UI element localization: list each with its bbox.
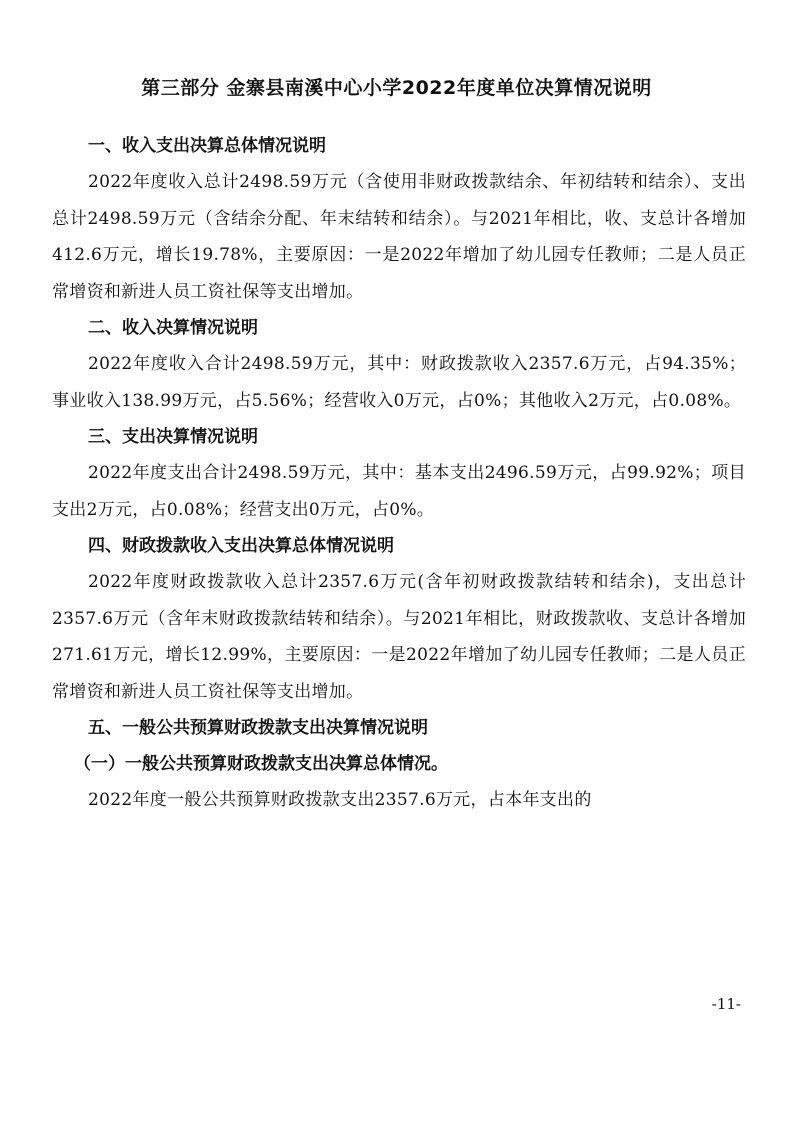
section-subheading-5-1: （一）一般公共预算财政拨款支出决算总体情况。	[74, 754, 448, 774]
section-heading-1: 一、收入支出决算总体情况说明	[88, 136, 326, 156]
page-title: 第三部分 金寨县南溪中心小学2022年度单位决算情况说明	[141, 77, 652, 99]
section-heading-3: 三、支出决算情况说明	[88, 427, 258, 447]
section-heading-4: 四、财政拨款收入支出决算总体情况说明	[88, 536, 394, 556]
section-paragraph-2: 2022年度收入合计2498.59万元，其中：财政拨款收入2357.6万元，占94.35%；事业收入138.99万元，占5.56%；经营收入0万元，占0%；其他收入2万元，占0.08%。	[52, 354, 746, 411]
section-paragraph-5: 2022年度一般公共预算财政拨款支出2357.6万元，占本年支出的	[88, 790, 592, 810]
section-heading-5: 五、一般公共预算财政拨款支出决算情况说明	[88, 718, 428, 738]
section-paragraph-4: 2022年度财政拨款收入总计2357.6万元(含年初财政拨款结转和结余)，支出总计2357.6万元（含年末财政拨款结转和结余）。与2021年相比，财政拨款收、支总计各增加271.61万元，增长12.99%，主要原因：一是2022年增加了幼儿园专任教师；二是人员正常增资和新进人员工资社保等支出增加。	[52, 572, 746, 702]
section-heading-2: 二、收入决算情况说明	[88, 318, 258, 338]
page-number: -11-	[711, 995, 741, 1013]
section-paragraph-3: 2022年度支出合计2498.59万元，其中：基本支出2496.59万元，占99.92%；项目支出2万元，占0.08%；经营支出0万元，占0%。	[52, 463, 746, 520]
document-body	[52, 128, 746, 819]
section-paragraph-1: 2022年度收入总计2498.59万元（含使用非财政拨款结余、年初结转和结余）、支出总计2498.59万元（含结余分配、年末结转和结余）。与2021年相比，收、支总计各增加412.6万元，增长19.78%，主要原因：一是2022年增加了幼儿园专任教师；二是人员正常增资和新进人员工资社保等支出增加。	[52, 172, 746, 302]
